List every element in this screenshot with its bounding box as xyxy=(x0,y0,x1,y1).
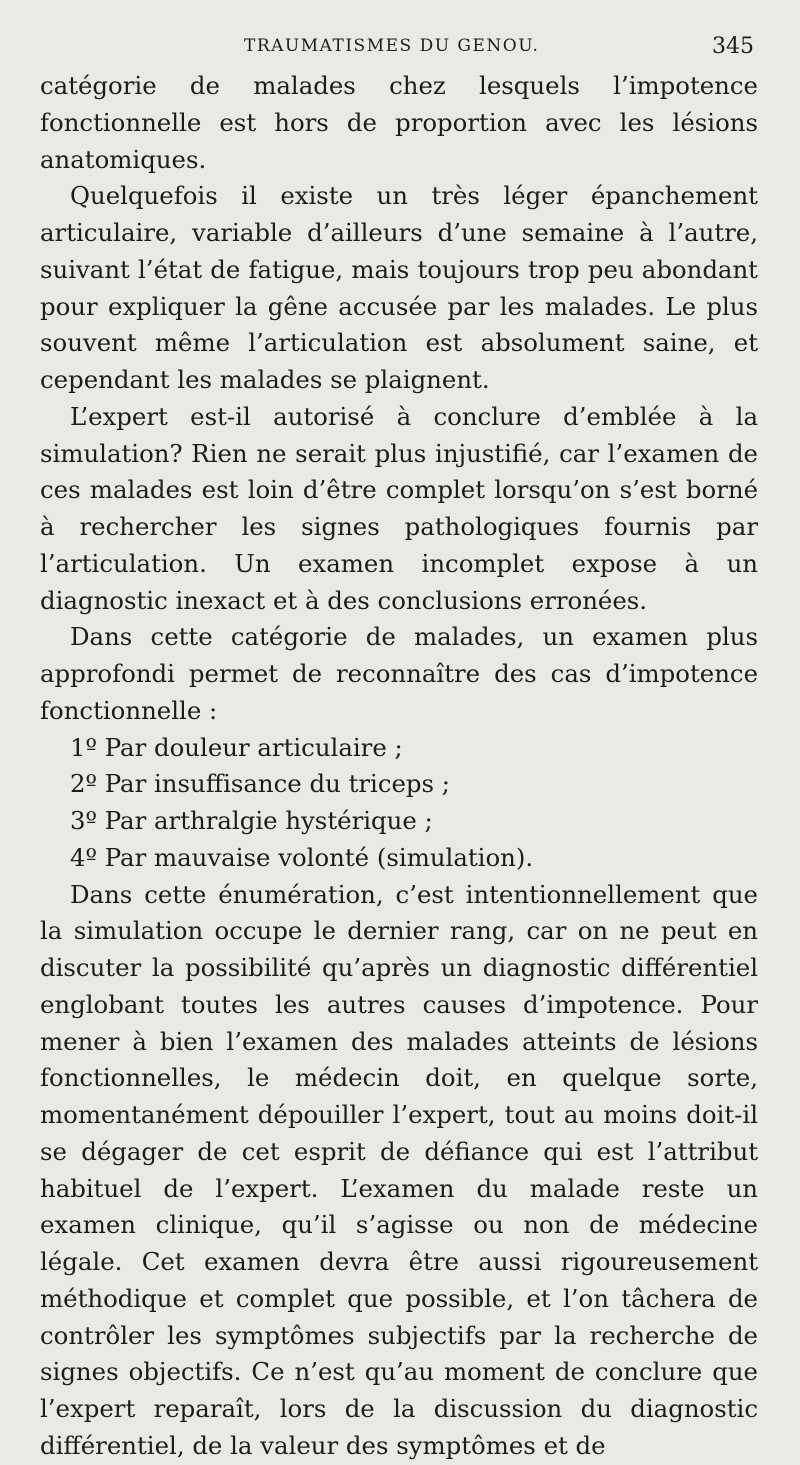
page-number: 345 xyxy=(712,34,754,59)
list-item: 1º Par douleur articulaire ; xyxy=(70,732,403,762)
running-head xyxy=(40,28,758,68)
list-item: 4º Par mauvaise volonté (simulation). xyxy=(70,842,534,872)
paragraph-2: Quelquefois il existe un très léger épanchement articulaire, variable d’ailleurs d’une semaine à l’autre, suivant l’état de fatigue, mais toujours trop peu abondant pour expliquer la gêne accusée par les malades. Le plus souvent même l’articulation est absolument saine, et cependant les malades se plaignent. xyxy=(40,181,758,394)
paragraph-4: Dans cette catégorie de malades, un examen plus approfondi permet de reconnaître des cas d’impotence fonctionnelle : xyxy=(40,622,758,725)
paragraph-1: catégorie de malades chez lesquels l’impotence fonctionnelle est hors de proportion avec les lésions anatomiques. xyxy=(40,71,758,174)
paragraph-3: L’expert est-il autorisé à conclure d’emblée à la simulation? Rien ne serait plus injustifié, car l’examen de ces malades est loin d’être complet lorsqu’on s’est borné à rechercher les signes pathologiques fournis par l’articulation. Un examen incomplet expose à un diagnostic inexact et à des conclusions erronées. xyxy=(40,401,758,615)
running-title: TRAUMATISMES DU GENOU. xyxy=(244,36,540,56)
body-text xyxy=(40,68,758,1465)
list-item: 2º Par insuffisance du triceps ; xyxy=(70,769,451,799)
paragraph-5: Dans cette énumération, c’est intentionnellement que la simulation occupe le dernier rang, car on ne peut en discuter la possibilité qu’après un diagnostic différentiel englobant toutes les autres causes d’impotence. Pour mener à bien l’examen des malades atteints de lésions fonctionnelles, le médecin doit, en quelque sorte, momentanément dépouiller l’expert, tout au moins doit-il se dégager de cet esprit de défiance qui est l’attribut habituel de l’expert. L’examen du malade reste un examen clinique, qu’il s’agisse ou non de médecine légale. Cet examen devra être aussi rigoureusement méthodique et complet que possible, et l’on tâchera de contrôler les symptômes subjectifs par la recherche de signes objectifs. Ce n’est qu’au moment de conclure que l’expert reparaît, lors de la discussion du diagnostic différentiel, de la valeur des symptômes et de xyxy=(40,879,758,1460)
impotence-causes-list xyxy=(40,730,758,877)
list-item: 3º Par arthralgie hystérique ; xyxy=(70,806,433,835)
